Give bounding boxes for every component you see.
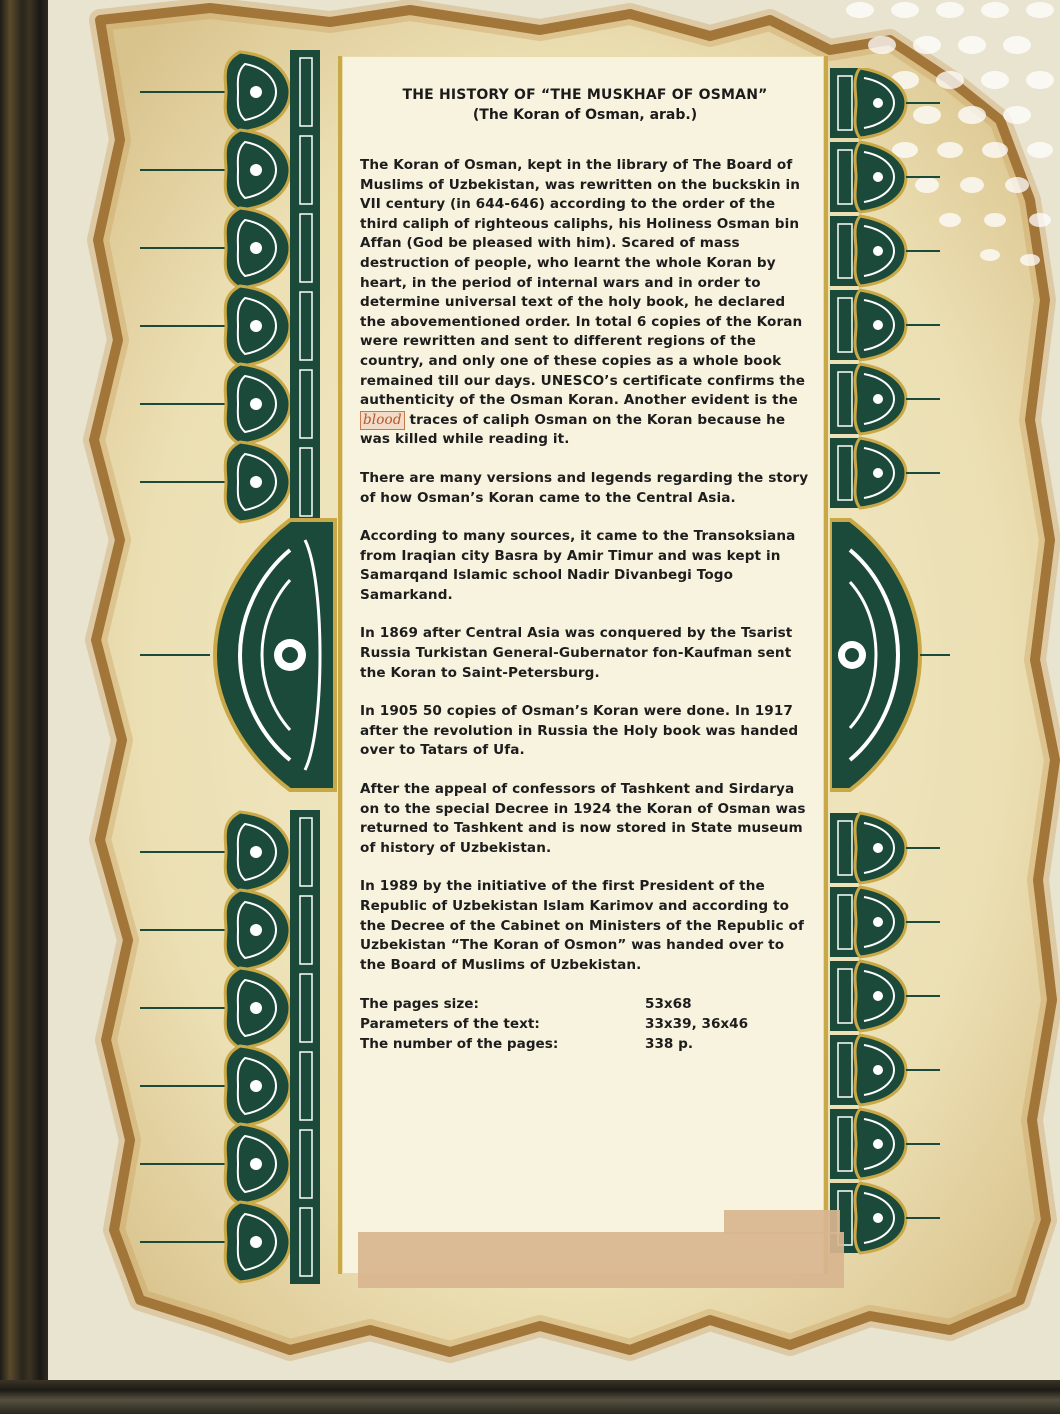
plaque-title: THE HISTORY OF “THE MUSKHAF OF OSMAN” xyxy=(402,87,768,103)
right-ornament-icon xyxy=(830,68,950,1268)
plaque-body xyxy=(360,156,810,975)
spec-value: 53x68 xyxy=(645,996,692,1013)
spec-value: 338 p. xyxy=(645,1036,694,1053)
paragraph-3: According to many sources, it came to the Transoksiana from Iraqian city Basra by Amir Timur and was kept in Samarqand Islamic school Nadir Divanbegi Togo Samarkand. xyxy=(360,528,796,603)
left-ornament-icon xyxy=(140,50,340,1290)
spec-row xyxy=(360,994,810,1014)
handwritten-correction: blood xyxy=(360,411,405,430)
text-panel xyxy=(338,56,828,1274)
paragraph-1 xyxy=(360,156,810,450)
spec-row xyxy=(360,1034,810,1054)
tape-strip xyxy=(358,1232,844,1288)
frame-bottom-edge xyxy=(0,1380,1060,1414)
plaque-subtitle: (The Koran of Osman, arab.) xyxy=(472,107,698,123)
paragraph-7: In 1989 by the initiative of the first President of the Republic of Uzbekistan Islam Karimov and according to the Decree of the Cabinet on Ministers of the Republic of Uzbekistan “The Koran of Osmon” was handed over to the Board of Muslims of Uzbekistan. xyxy=(360,878,804,973)
right-ornament-border xyxy=(830,68,950,1272)
paragraph-4: In 1869 after Central Asia was conquered by the Tsarist Russia Turkistan General-Gubernator fon-Kaufman sent the Koran to Saint-Petersburg. xyxy=(360,625,793,681)
paragraph-1-start: The Koran of Osman, kept in the library of The Board of Muslims of Uzbekistan, was rewritten on the buckskin in VII century (in 644-646) according to the order of the third caliph of righteous caliphs, his Holiness Osman bin Affan (God be pleased with him). Scared of mass destruction of people, who learnt the whole Koran by heart, in the period of internal wars and in order to determine universal text of the holy book, he declared the abovementioned order. In total 6 copies of the Koran were rewritten and sent to different regions of the country, and only one of these copies as a whole book remained till our days. UNESCO’s certificate confirms the authenticity of the Osman Koran. Another evident is the xyxy=(360,157,806,409)
spec-label: The pages size: xyxy=(360,996,479,1013)
left-ornament-border xyxy=(140,50,340,1294)
spec-label: Parameters of the text: xyxy=(360,1016,540,1033)
paragraph-1-end: traces of caliph Osman on the Koran because he was killed while reading it. xyxy=(360,411,786,448)
tape-strip xyxy=(724,1210,840,1234)
paragraph-2: There are many versions and legends regarding the story of how Osman’s Koran came to the Central Asia. xyxy=(360,469,809,506)
paragraph-6: After the appeal of confessors of Tashkent and Sirdarya on to the special Decree in 1924 the Koran of Osman was returned to Tashkent and is now stored in State museum of history of Uzbekistan. xyxy=(360,781,806,856)
spec-label: The number of the pages: xyxy=(360,1036,559,1053)
paragraph-5: In 1905 50 copies of Osman’s Koran were done. In 1917 after the revolution in Russia the Holy book was handed over to Tatars of Ufa. xyxy=(360,703,799,759)
specifications xyxy=(360,994,810,1054)
spec-row xyxy=(360,1014,810,1034)
spec-value: 33x39, 36x46 xyxy=(645,1016,749,1033)
